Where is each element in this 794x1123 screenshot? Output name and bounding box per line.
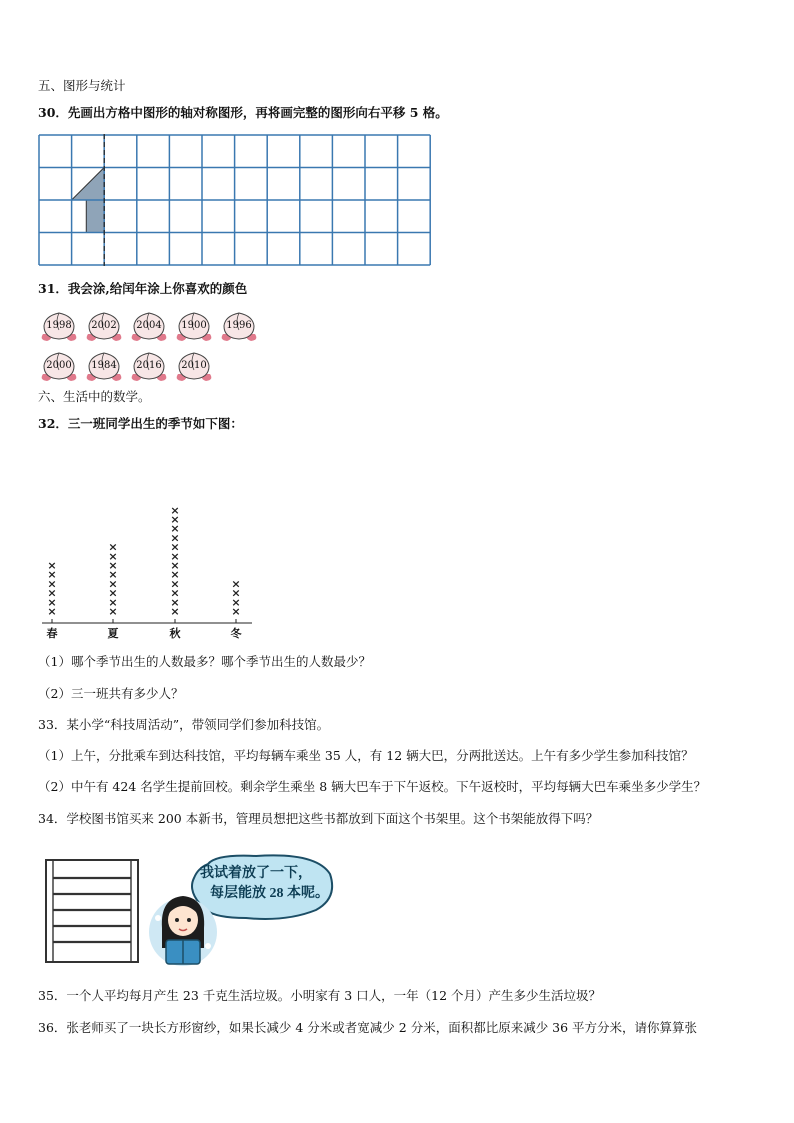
cross-mark: ×	[170, 522, 180, 536]
x-tick-label: 秋	[169, 627, 181, 640]
peach-year-label: 2004	[136, 320, 162, 331]
peach-year[interactable]	[39, 310, 79, 342]
cross-mark: ×	[108, 549, 118, 563]
question-33-sub-1: （1）上午，分批乘车到达科技馆，平均每辆车乘坐 35 人，有 12 辆大巴，分两批送达。上午有多少学生参加科技馆？	[38, 748, 694, 763]
question-36: 36．张老师买了一块长方形窗纱，如果长减少 4 分米或者宽减少 2 分米，面积都比原来减少 36 平方分米，请你算算张	[38, 1020, 698, 1035]
peach-year[interactable]	[129, 350, 169, 382]
cross-mark: ×	[170, 577, 180, 591]
peach-year-label: 2010	[181, 360, 207, 371]
x-tick-label: 夏	[107, 627, 119, 640]
peach-year[interactable]	[84, 310, 124, 342]
cross-mark: ×	[47, 559, 57, 572]
cross-mark: ×	[170, 503, 180, 517]
question-35: 35．一个人平均每月产生 23 千克生活垃圾。小明家有 3 口人，一年（12 个月）产生多少生活垃圾？	[38, 988, 602, 1003]
x-tick-label: 春	[46, 627, 58, 640]
bubble-line-2: 每层能放 28 本呢。	[210, 886, 329, 901]
question-32: 32．三一班同学出生的季节如下图：	[38, 416, 243, 431]
cross-mark: ×	[231, 586, 241, 600]
peach-year-label: 1998	[46, 320, 72, 331]
peach-year[interactable]	[84, 350, 124, 382]
x-tick-label: 冬	[230, 627, 242, 640]
peach-year-label: 1996	[226, 320, 252, 331]
cross-mark: ×	[170, 513, 180, 526]
cross-mark: ×	[108, 559, 118, 572]
section-heading-5: 五、图形与统计	[38, 78, 126, 93]
peach-year[interactable]	[219, 310, 259, 342]
peach-year[interactable]	[129, 310, 169, 342]
cross-mark: ×	[108, 595, 118, 609]
cross-mark: ×	[170, 595, 180, 609]
cross-mark: ×	[47, 586, 57, 600]
question-30: 30．先画出方格中图形的轴对称图形，再将画完整的图形向右平移 5 格。	[38, 105, 448, 120]
section-heading-6: 六、生活中的数学。	[38, 389, 151, 404]
cross-mark: ×	[47, 568, 57, 582]
peach-year-label: 2002	[91, 320, 117, 331]
cross-mark: ×	[231, 605, 241, 618]
cross-mark: ×	[170, 531, 180, 545]
question-31: 31．我会涂,给闰年涂上你喜欢的颜色	[38, 281, 248, 296]
cross-mark: ×	[231, 595, 241, 609]
peach-year[interactable]	[174, 310, 214, 342]
peach-year-label: 2016	[136, 360, 162, 371]
peach-year-label: 2000	[46, 360, 72, 371]
peach-year[interactable]	[174, 350, 214, 382]
cross-mark: ×	[170, 586, 180, 600]
cross-mark: ×	[231, 577, 241, 591]
cross-mark: ×	[108, 605, 118, 618]
square-grid	[38, 134, 432, 268]
cross-mark: ×	[108, 568, 118, 582]
cross-mark: ×	[170, 559, 180, 572]
bubble-line-1: 我试着放了一下，	[200, 866, 312, 881]
cross-mark: ×	[108, 586, 118, 600]
season-birth-chart	[38, 445, 258, 643]
cross-mark: ×	[47, 577, 57, 591]
peach-year-label: 1900	[181, 320, 207, 331]
question-33-sub-2: （2）中午有 424 名学生提前回校。剩余学生乘坐 8 辆大巴车于下午返校。下午返校时，平均每辆大巴车乘坐多少学生？	[38, 779, 707, 794]
question-32-sub-1: （1）哪个季节出生的人数最多？哪个季节出生的人数最少？	[38, 654, 371, 669]
bookshelf-illustration	[44, 858, 140, 964]
question-33: 33．某小学“科技周活动”，带领同学们参加科技馆。	[38, 717, 330, 732]
cross-mark: ×	[170, 605, 180, 618]
cross-mark: ×	[108, 540, 118, 554]
peach-year-label: 1984	[91, 360, 117, 371]
peach-year[interactable]	[39, 350, 79, 382]
cross-mark: ×	[170, 540, 180, 554]
girl-reading-illustration	[146, 888, 220, 970]
cross-mark: ×	[170, 549, 180, 563]
cross-mark: ×	[47, 595, 57, 609]
question-34: 34．学校图书馆买来 200 本新书，管理员想把这些书都放到下面这个书架里。这个书架能放得下吗？	[38, 811, 599, 826]
cross-mark: ×	[47, 605, 57, 618]
question-32-sub-2: （2）三一班共有多少人？	[38, 686, 184, 701]
cross-mark: ×	[170, 568, 180, 582]
cross-mark: ×	[108, 577, 118, 591]
